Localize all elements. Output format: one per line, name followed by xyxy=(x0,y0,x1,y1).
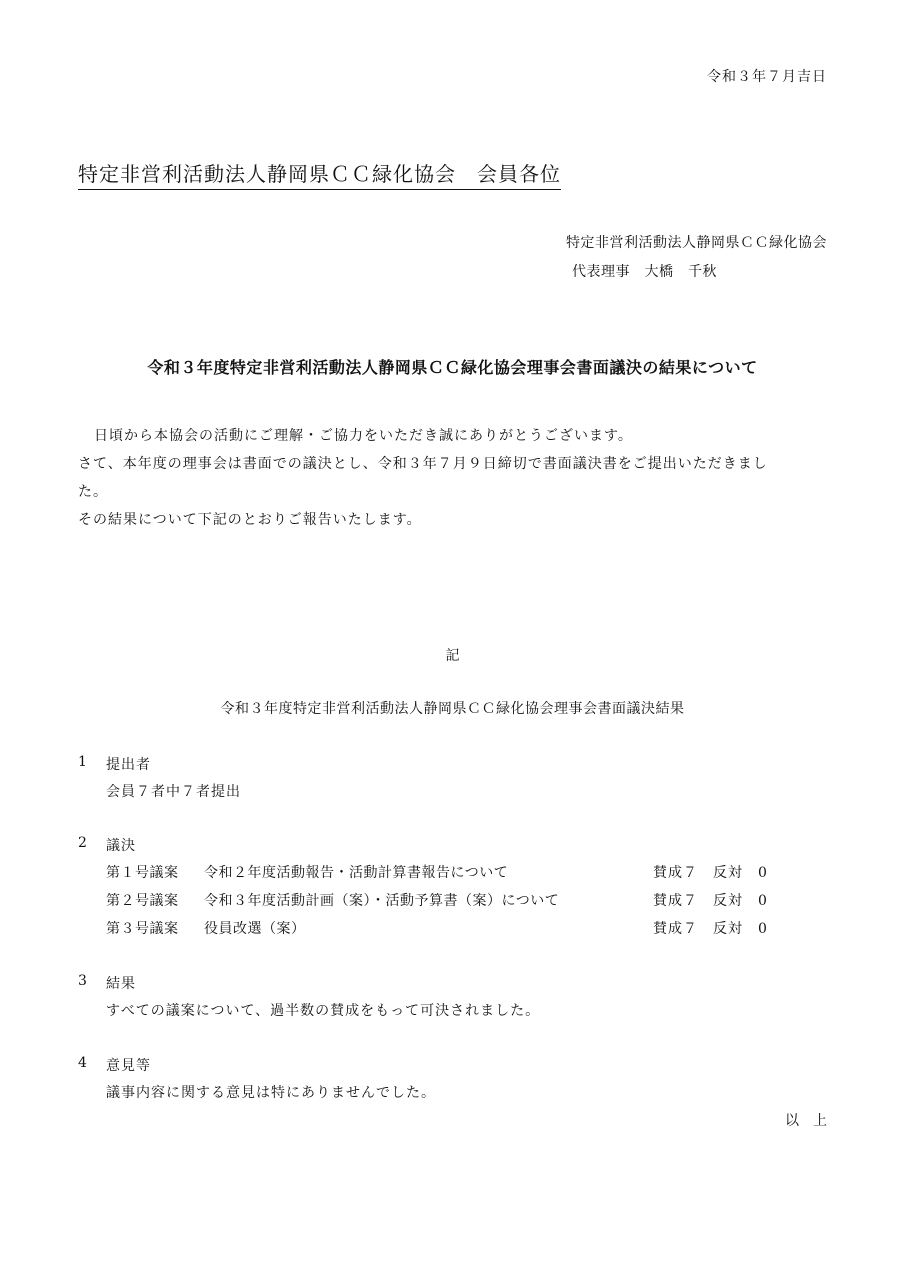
result-text: すべての議案について、過半数の賛成をもって可決されました。 xyxy=(106,1003,541,1019)
document-title: 令和３年度特定非営利活動法人静岡県ＣＣ緑化協会理事会書面議決の結果について xyxy=(147,358,758,377)
document-date: 令和３年７月吉日 xyxy=(707,69,827,85)
section-number: 2 xyxy=(78,835,87,851)
body-paragraph-line: 日頃から本協会の活動にご理解・ご協力をいただき誠にありがとうございます。 xyxy=(94,428,633,444)
section-heading-result: 結果 xyxy=(106,976,136,992)
ki-marker: 記 xyxy=(445,648,460,664)
section-heading-resolutions: 議決 xyxy=(106,838,136,854)
motion-title: 令和２年度活動報告・活動計算書報告について xyxy=(204,865,509,881)
opinions-text: 議事内容に関する意見は特にありませんでした。 xyxy=(106,1085,436,1101)
section-number: 3 xyxy=(78,973,87,989)
sender-representative: 代表理事 大橋 千秋 xyxy=(572,264,717,280)
motion-title: 役員改選（案） xyxy=(204,921,306,937)
sender-organization: 特定非営利活動法人静岡県ＣＣ緑化協会 xyxy=(566,235,827,251)
motion-label: 第２号議案 xyxy=(106,893,179,909)
section-number: 4 xyxy=(78,1055,87,1071)
submitters-text: 会員７者中７者提出 xyxy=(106,784,241,800)
motion-vote: 賛成７ 反対 0 xyxy=(653,865,768,881)
motion-vote: 賛成７ 反対 0 xyxy=(653,921,768,937)
result-title: 令和３年度特定非営利活動法人静岡県ＣＣ緑化協会理事会書面議決結果 xyxy=(220,701,685,717)
body-paragraph-line: その結果について下記のとおりご報告いたします。 xyxy=(78,512,422,528)
closing-mark: 以 上 xyxy=(785,1113,827,1129)
body-paragraph-line: た。 xyxy=(78,484,108,500)
section-heading-opinions: 意見等 xyxy=(106,1058,151,1074)
motion-label: 第１号議案 xyxy=(106,865,179,881)
body-paragraph-line: さて、本年度の理事会は書面での議決とし、令和３年７月９日締切で書面議決書をご提出いただきまし xyxy=(78,456,768,472)
section-number: 1 xyxy=(78,754,87,770)
motion-label: 第３号議案 xyxy=(106,921,179,937)
motion-title: 令和３年度活動計画（案）・活動予算書（案）について xyxy=(204,893,560,909)
motion-vote: 賛成７ 反対 0 xyxy=(653,893,768,909)
section-heading-submitters: 提出者 xyxy=(106,757,151,773)
addressee: 特定非営利活動法人静岡県ＣＣ緑化協会 会員各位 xyxy=(78,158,561,190)
